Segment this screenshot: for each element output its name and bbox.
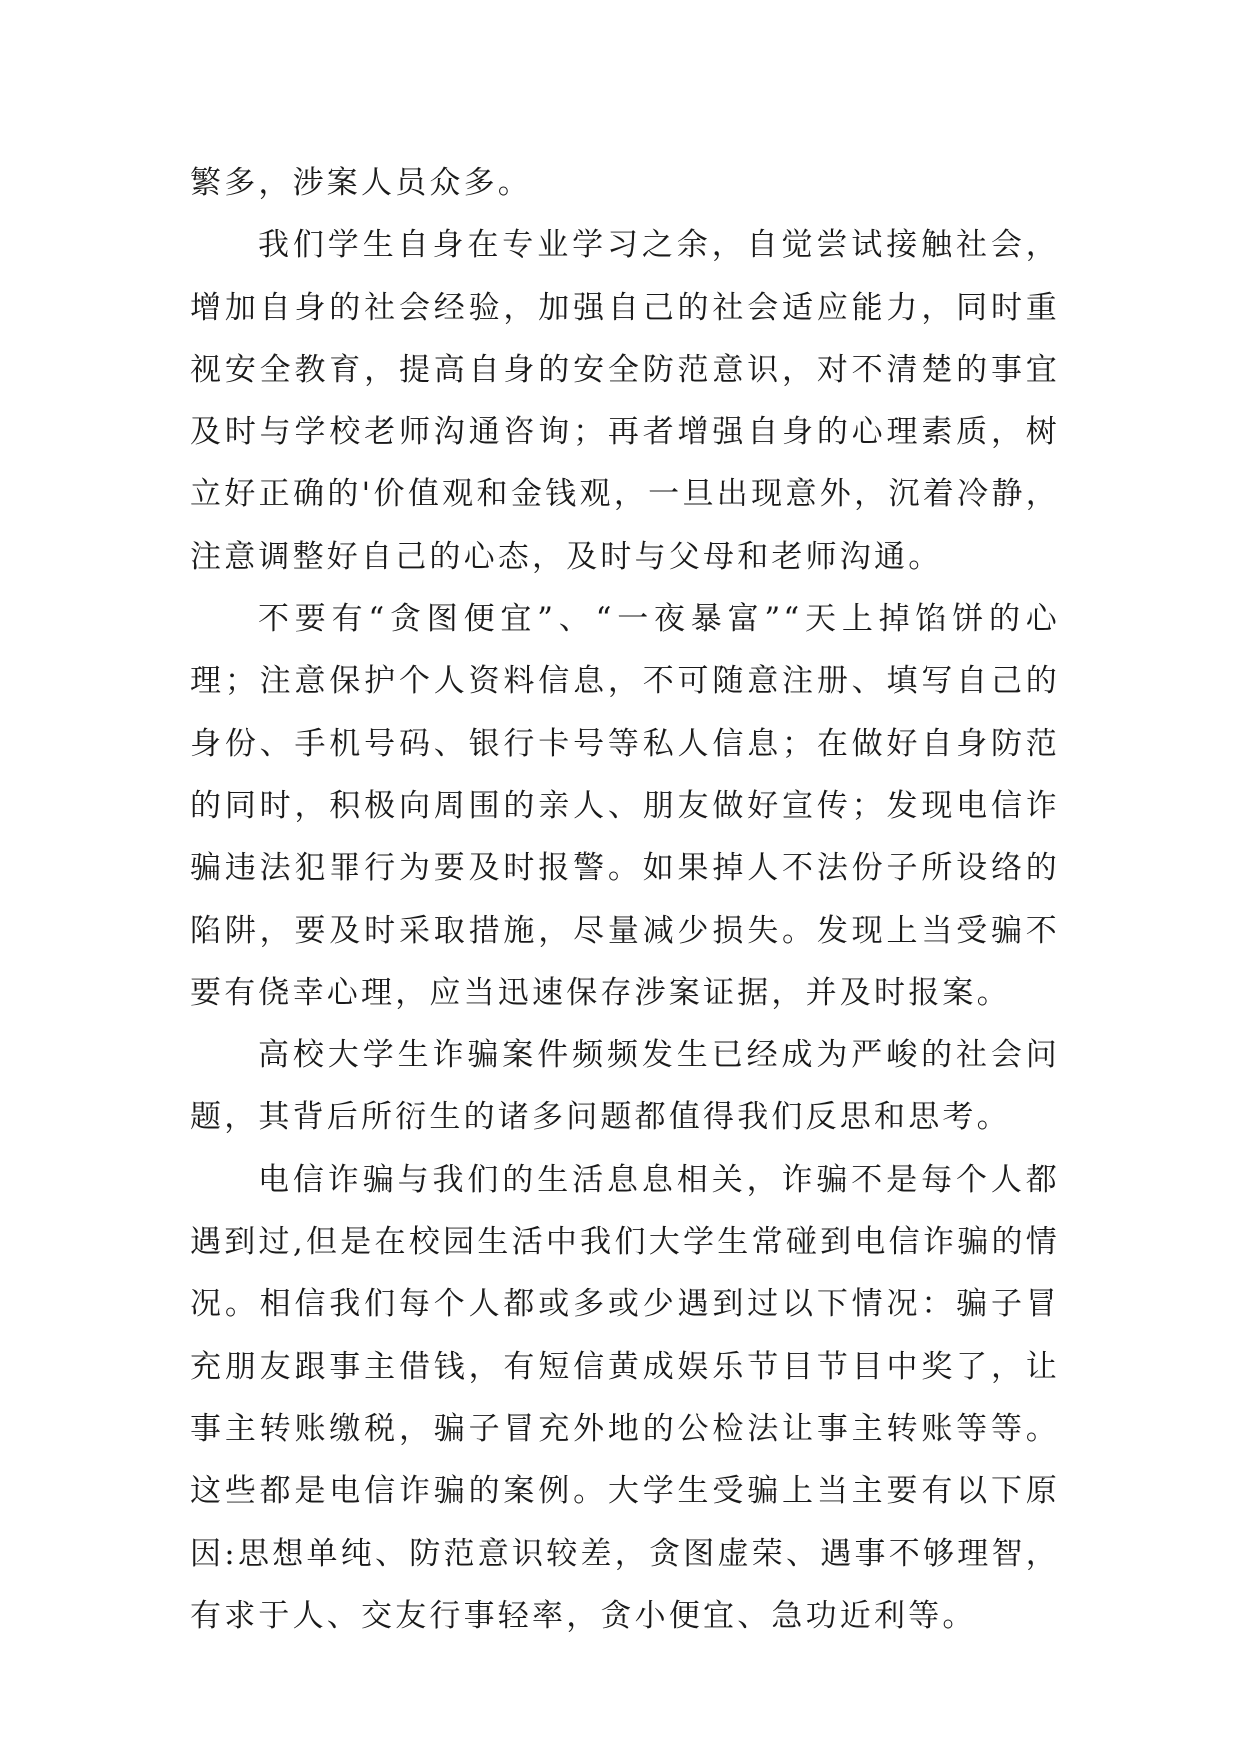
document-body: [190, 152, 1060, 1647]
paragraph-social-problem: 高校大学生诈骗案件频频发生已经成为严峻的社会问题，其背后所衍生的诸多问题都值得我们反思和思考。: [190, 1037, 1060, 1136]
paragraph-precautions: 不要有“贪图便宜”、“一夜暴富”“天上掉馅饼的心理；注意保护个人资料信息，不可随意注册、填写自己的身份、手机号码、银行卡号等私人信息；在做好自身防范的同时，积极向周围的亲人、朋友做好宣传；发现电信诈骗违法犯罪行为要及时报警。如果掉人不法份子所设络的陷阱，要及时采取措施，尽量减少损失。发现上当受骗不要有侥幸心理，应当迅速保存涉案证据，并及时报案。: [190, 601, 1060, 1011]
paragraph-continuation: 繁多，涉案人员众多。: [190, 165, 532, 201]
paragraph-telecom-fraud: 电信诈骗与我们的生活息息相关，诈骗不是每个人都遇到过,但是在校园生活中我们大学生常碰到电信诈骗的情况。相信我们每个人都或多或少遇到过以下情况：骗子冒充朋友跟事主借钱，有短信黄成娱乐节目节目中奖了，让事主转账缴税，骗子冒充外地的公检法让事主转账等等。这些都是电信诈骗的案例。大学生受骗上当主要有以下原因:思想单纯、防范意识较差，贪图虚荣、遇事不够理智，有求于人、交友行事轻率，贪小便宜、急功近利等。: [190, 1161, 1060, 1634]
paragraph-self-improvement: 我们学生自身在专业学习之余，自觉尝试接触社会，增加自身的社会经验，加强自己的社会适应能力，同时重视安全教育，提高自身的安全防范意识，对不清楚的事宜及时与学校老师沟通咨询；再者增强自身的心理素质，树立好正确的'价值观和金钱观，一旦出现意外，沉着冷静，注意调整好自己的心态，及时与父母和老师沟通。: [190, 227, 1060, 575]
